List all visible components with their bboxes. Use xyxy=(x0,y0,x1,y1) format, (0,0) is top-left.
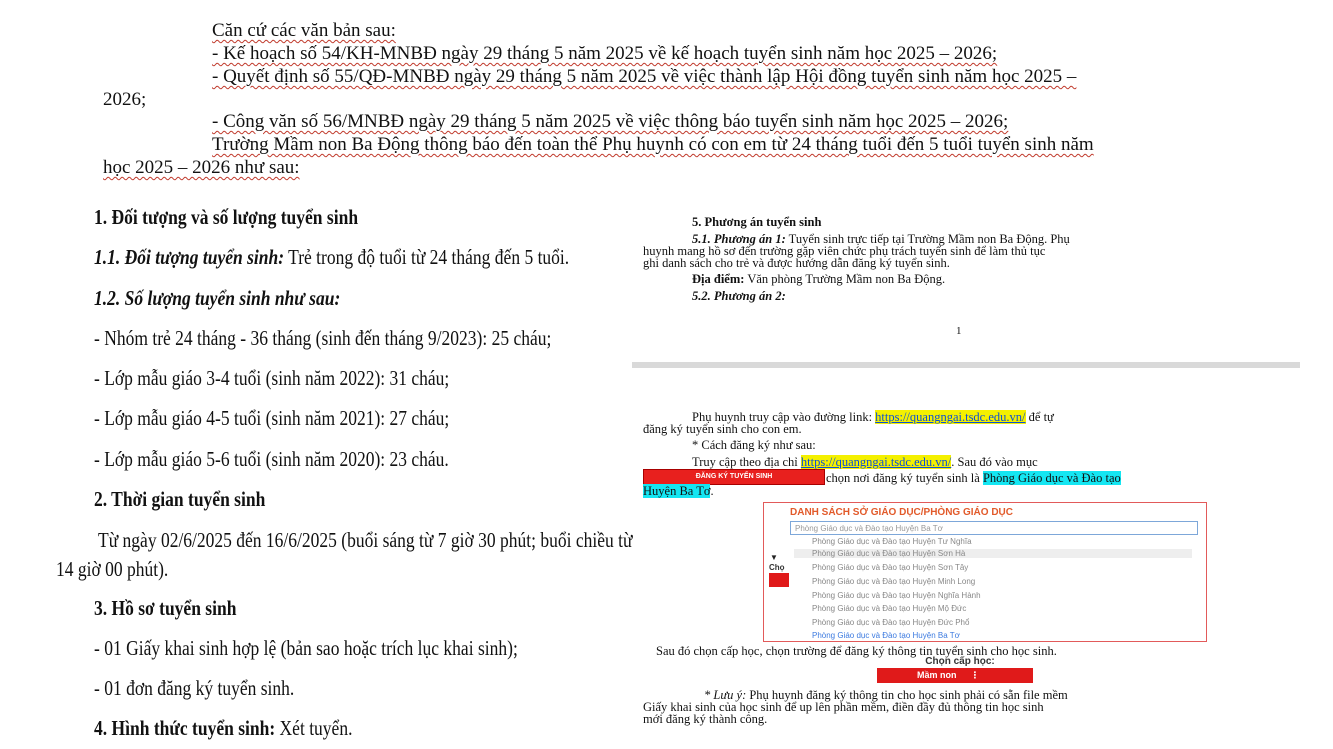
department-dropdown[interactable] xyxy=(763,502,1207,642)
intro-line-3a: - Quyết định số 55/QĐ-MNBĐ ngày 29 tháng 5 năm 2025 về việc thành lập Hội đồng tuyển sinh năm học 2025 – xyxy=(212,66,1077,87)
group-line-1: - Nhóm trẻ 24 tháng - 36 tháng (sinh đến tháng 9/2023): 25 cháu; xyxy=(94,326,552,350)
page-separator xyxy=(632,362,1300,368)
plan-1-line-2: huynh mang hồ sơ đến trường gặp viên chức phụ trách tuyển sinh để làm thủ tục xyxy=(643,244,1046,258)
intro-line-3b: 2026; xyxy=(103,89,147,110)
time-line-1: Từ ngày 02/6/2025 đến 16/6/2025 (buổi sáng từ 7 giờ 30 phút; buổi chiều từ xyxy=(98,528,633,552)
note-line-2: Giấy khai sinh của học sinh để up lên phần mềm, điền đầy đủ thông tin học sinh xyxy=(643,700,1044,714)
intro-line-4: - Công văn số 56/MNBĐ ngày 29 tháng 5 năm 2025 về việc thông báo tuyển sinh năm học 2025 – 2026; xyxy=(212,111,1009,132)
docs-line-1: - 01 Giấy khai sinh hợp lệ (bản sao hoặc trích lục khai sinh); xyxy=(94,636,518,660)
subsection-1-2: 1.2. Số lượng tuyển sinh như sau: xyxy=(94,286,341,310)
dropdown-item[interactable]: Phòng Giáo dục và Đào tạo Huyện Mộ Đức xyxy=(812,604,967,613)
time-line-2: 14 giờ 00 phút). xyxy=(56,557,169,581)
dropdown-side-button xyxy=(769,573,789,587)
after-line: Sau đó chọn cấp học, chọn trường để đăng ký thông tin tuyển sinh cho học sinh. xyxy=(656,644,1057,658)
dropdown-side-label: Chọ xyxy=(769,563,785,572)
dropdown-item[interactable]: Phòng Giáo dục và Đào tạo Huyện Nghĩa Hành xyxy=(812,591,981,600)
dropdown-title: DANH SÁCH SỞ GIÁO DỤC/PHÒNG GIÁO DỤC xyxy=(790,507,1013,518)
register-button-image[interactable]: ĐĂNG KÝ TUYỂN SINH xyxy=(643,469,825,485)
registration-link[interactable]: https://quangngai.tsdc.edu.vn/ xyxy=(875,410,1026,424)
howto-heading: * Cách đăng ký như sau: xyxy=(692,438,816,452)
select-caret-icon: ⋮ xyxy=(970,670,980,680)
dropdown-item[interactable]: Phòng Giáo dục và Đào tạo Huyện Minh Long xyxy=(812,577,976,586)
access-line-6: Huyện Ba Tơ. xyxy=(643,484,714,498)
access-line-5: chọn nơi đăng ký tuyển sinh là Phòng Giáo dục và Đào tạo xyxy=(826,471,1121,485)
note-line-3: mới đăng ký thành công. xyxy=(643,712,768,726)
plan-2-heading: 5.2. Phương án 2: xyxy=(692,289,786,303)
intro-line-5b: học 2025 – 2026 như sau: xyxy=(103,157,300,178)
intro-line-5a: Trường Mầm non Ba Động thông báo đến toàn thể Phụ huynh có con em từ 24 tháng tuổi đến 5 tuổi tuyển sinh năm xyxy=(212,134,1094,155)
heading-section-2: 2. Thời gian tuyển sinh xyxy=(94,487,266,511)
level-select-label: Chọn cấp học: xyxy=(925,656,995,667)
dropdown-item[interactable]: Phòng Giáo dục và Đào tạo Huyện Tư Nghĩa xyxy=(812,537,972,546)
registration-link-2[interactable]: https://quangngai.tsdc.edu.vn/ xyxy=(800,455,952,469)
dropdown-item[interactable]: Phòng Giáo dục và Đào tạo Huyện Sơn Tây xyxy=(812,563,969,572)
heading-section-1: 1. Đối tượng và số lượng tuyển sinh xyxy=(94,205,359,229)
dropdown-arrow-icon: ▼ xyxy=(770,553,778,562)
dropdown-item[interactable]: Phòng Giáo dục và Đào tạo Huyện Sơn Hà xyxy=(794,549,1192,558)
intro-line-1: Căn cứ các văn bản sau: xyxy=(212,20,396,41)
plan-1-line-1: 5.1. Phương án 1: Tuyển sinh trực tiếp tại Trường Mầm non Ba Động. Phụ xyxy=(692,232,1070,246)
dropdown-item-selected[interactable]: Phòng Giáo dục và Đào tạo Huyện Ba Tơ xyxy=(812,631,960,640)
group-line-4: - Lớp mẫu giáo 5-6 tuổi (sinh năm 2020): 23 cháu. xyxy=(94,447,449,471)
note-line-1: * Lưu ý: Phụ huynh đăng ký thông tin cho học sinh phải có sẵn file mềm xyxy=(704,688,1068,702)
dropdown-search-input[interactable]: Phòng Giáo dục và Đào tạo Huyện Ba Tơ xyxy=(790,521,1198,535)
intro-line-2: - Kế hoạch số 54/KH-MNBĐ ngày 29 tháng 5 năm 2025 về kế hoạch tuyển sinh năm học 2025 – 2026; xyxy=(212,43,998,64)
location-line: Địa điểm: Văn phòng Trường Mầm non Ba Động. xyxy=(692,272,946,286)
group-line-3: - Lớp mẫu giáo 4-5 tuổi (sinh năm 2021): 27 cháu; xyxy=(94,406,450,430)
access-line-4: Truy cập theo địa chỉ https://quangngai.tsdc.edu.vn/. Sau đó vào mục xyxy=(692,455,1038,469)
heading-section-4: 4. Hình thức tuyển sinh: Xét tuyển. xyxy=(94,716,353,740)
dropdown-item[interactable]: Phòng Giáo dục và Đào tạo Huyện Đức Phổ xyxy=(812,618,970,627)
access-line-2: đăng ký tuyển sinh cho con em. xyxy=(643,422,802,436)
plan-1-line-3: ghi danh sách cho trẻ và được hướng dẫn đăng ký tuyển sinh. xyxy=(643,256,950,270)
heading-section-3: 3. Hồ sơ tuyển sinh xyxy=(94,596,237,620)
group-line-2: - Lớp mẫu giáo 3-4 tuổi (sinh năm 2022): 31 cháu; xyxy=(94,366,450,390)
page-number: 1 xyxy=(956,325,962,337)
subsection-1-1: 1.1. Đối tượng tuyển sinh: Trẻ trong độ tuổi từ 24 tháng đến 5 tuổi. xyxy=(94,245,570,269)
heading-section-5: 5. Phương án tuyển sinh xyxy=(692,215,822,229)
docs-line-2: - 01 đơn đăng ký tuyển sinh. xyxy=(94,676,295,700)
level-select[interactable]: Mầm non ⋮ xyxy=(877,668,1033,683)
access-line-1: Phụ huynh truy cập vào đường link: https://quangngai.tsdc.edu.vn/ để tự xyxy=(692,410,1054,424)
